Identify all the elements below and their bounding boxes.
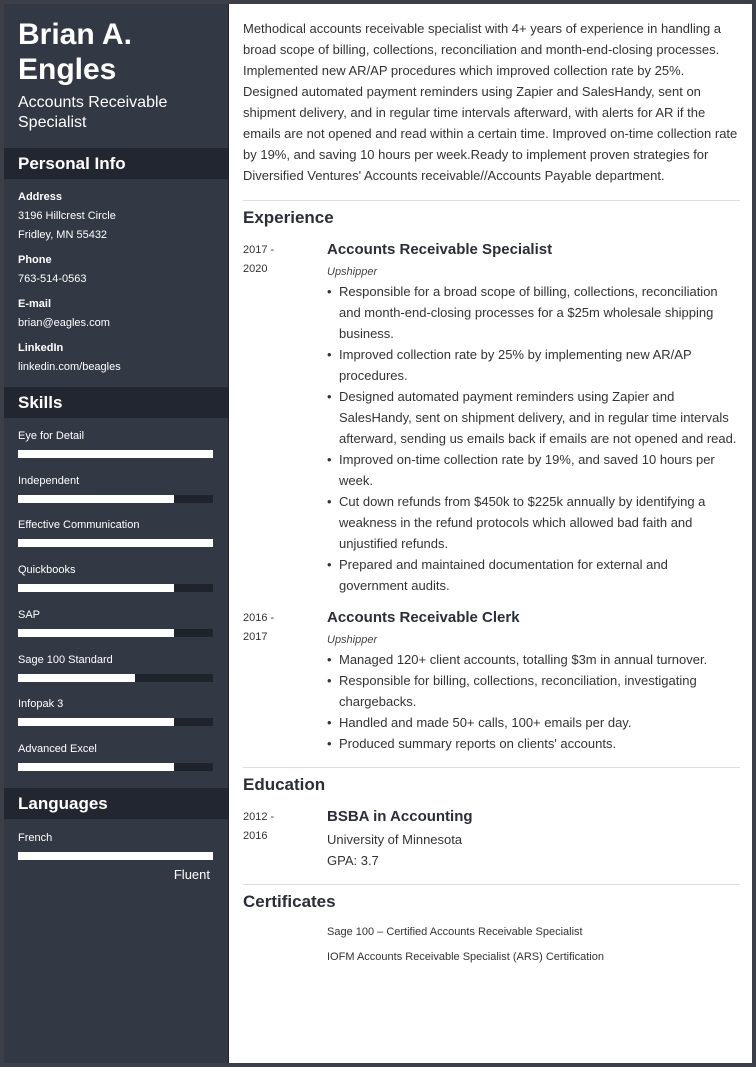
phone-value: 763-514-0563 (18, 273, 87, 285)
job1-date-end: 2020 (243, 263, 268, 275)
education-heading: Education (243, 767, 740, 796)
candidate-title: Accounts Receivable Specialist (18, 94, 168, 131)
list-item: • Prepared and maintained documentation for external and government audits. (327, 554, 739, 596)
skill-name: Quickbooks (18, 564, 76, 577)
skill-level-fill (18, 495, 174, 503)
skill-name: Advanced Excel (18, 742, 97, 755)
skill-name: Infopak 3 (18, 698, 64, 711)
skill-name: Eye for Detail (18, 430, 85, 442)
summary: Methodical accounts receivable specialist with 4+ years of experience in handling a broad scope of billing, collections, reconciliation and month-end-closing processes. Implemented new AR/AP procedures which improved collection rate by 25%. Designed automated payment reminders using Zapier and SalesHandy, sent on shipment delivery, and in regular time intervals afterward, with alerts for AR if the emails are not opened and read within a certain time. Improved on-time collection rate by 19%, and saving 10 hours per week.Ready to implement proven strategies for Diversified Ventures' Accounts receivable//Accounts Payable department. (243, 21, 738, 183)
linkedin-label: LinkedIn (18, 342, 64, 354)
edu-date-start: 2012 - (243, 811, 275, 823)
job2-date-end: 2017 (243, 631, 268, 643)
skill-level-bar (18, 450, 213, 458)
list-item: • Cut down refunds from $450k to $225k annually by identifying a weakness in the refund protocols which allowed bad faith and unjustified refunds. (327, 491, 739, 554)
skill-name: SAP (18, 608, 41, 621)
skill-level-fill (18, 539, 213, 547)
list-item: • Managed 120+ client accounts, totalling $3m in annual turnover. (327, 649, 739, 670)
personal-info-heading: Personal Info (4, 148, 228, 179)
skill-level-bar (18, 495, 213, 503)
skill-level-fill (18, 763, 174, 771)
edu-date-end: 2016 (243, 830, 268, 842)
job1-bullets (327, 281, 739, 596)
job2-company: Upshipper (327, 634, 378, 646)
job1-date-start: 2017 - (243, 244, 275, 256)
school: University of Minnesota (327, 832, 463, 847)
skill-level-bar (18, 629, 213, 637)
phone-label: Phone (18, 254, 52, 266)
list-item: • Responsible for a broad scope of billing, collections, reconciliation and month-end-closing processes for a $25m wholesale shipping business. (327, 281, 739, 344)
job1-company: Upshipper (327, 266, 378, 278)
job2-title: Accounts Receivable Clerk (327, 609, 520, 626)
address-label: Address (18, 191, 63, 203)
job2-bullets (327, 649, 739, 754)
list-item: • Produced summary reports on clients' accounts. (327, 733, 739, 754)
skill-level-bar (18, 763, 213, 771)
skill-level-fill (18, 718, 174, 726)
linkedin-value: linkedin.com/beagles (18, 361, 121, 373)
candidate-name: Brian A. Engles (18, 18, 132, 86)
email-label: E-mail (18, 298, 52, 310)
skill-level-fill (18, 450, 213, 458)
language-name: French (18, 832, 53, 844)
list-item: • Improved collection rate by 25% by implementing new AR/AP procedures. (327, 344, 739, 386)
list-item: • Responsible for billing, collections, reconciliation, investigating chargebacks. (327, 670, 739, 712)
sidebar (4, 4, 229, 1063)
skill-name: Independent (18, 474, 80, 487)
degree: BSBA in Accounting (327, 808, 473, 825)
language-level-bar (18, 852, 213, 860)
skill-level-fill (18, 629, 174, 637)
list-item: • Designed automated payment reminders using Zapier and SalesHandy, sent on shipment delivery, and in regular time intervals afterward, sending us emails back if emails are not opened and read. (327, 386, 739, 449)
skills-heading: Skills (4, 387, 228, 418)
certificates-heading: Certificates (243, 884, 740, 913)
skill-level-fill (18, 674, 135, 682)
skill-level-bar (18, 539, 213, 547)
list-item: • Handled and made 50+ calls, 100+ emails per day. (327, 712, 739, 733)
languages-heading: Languages (4, 788, 228, 819)
skill-name: Sage 100 Standard (18, 653, 113, 666)
skill-name: Effective Communication (18, 519, 140, 532)
job1-title: Accounts Receivable Specialist (327, 241, 553, 258)
experience-heading: Experience (243, 200, 740, 229)
gpa: GPA: 3.7 (327, 853, 379, 868)
email-value: brian@eagles.com (18, 317, 110, 329)
language-level-fill (18, 852, 213, 860)
list-item: • Improved on-time collection rate by 19%, and saved 10 hours per week. (327, 449, 739, 491)
language-level-label: Fluent (173, 867, 210, 882)
skill-level-fill (18, 584, 174, 592)
address-line1: 3196 Hillcrest Circle (18, 210, 116, 222)
certificate-1: Sage 100 – Certified Accounts Receivable Specialist (327, 926, 583, 938)
skill-level-bar (18, 584, 213, 592)
address-line2: Fridley, MN 55432 (18, 229, 108, 241)
skill-level-bar (18, 674, 213, 682)
certificate-2: IOFM Accounts Receivable Specialist (ARS) Certification (327, 951, 604, 963)
skill-level-bar (18, 718, 213, 726)
job2-date-start: 2016 - (243, 612, 275, 624)
